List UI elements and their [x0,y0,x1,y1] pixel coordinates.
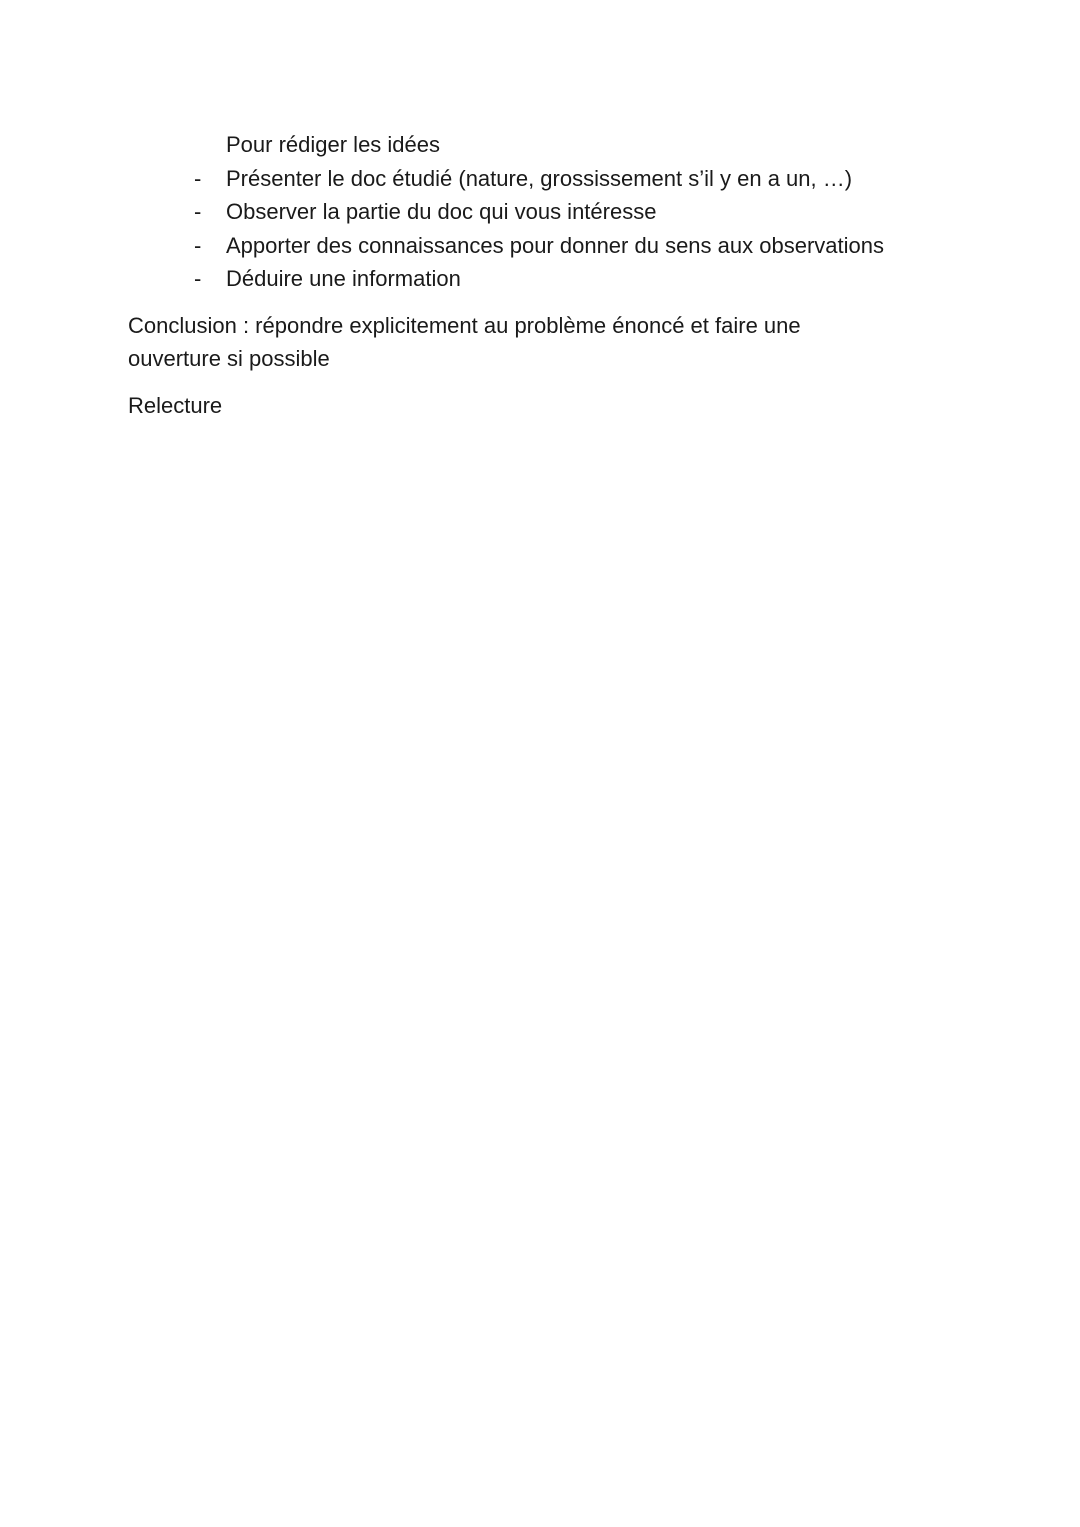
list-item [128,162,948,196]
text-block [128,128,948,422]
relecture-line: Relecture [128,392,223,418]
bullet-dash: - [194,232,202,258]
bullet-list [128,162,948,296]
conclusion-line-1: Conclusion : répondre explicitement au problème énoncé et faire une [128,312,801,338]
list-item-text: Déduire une information [226,266,461,291]
intro-line: Pour rédiger les idées [226,132,441,157]
list-item [128,262,948,296]
list-item-text: Présenter le doc étudié (nature, grossissement s’il y en a un, …) [226,165,853,191]
list-item [128,229,948,263]
list-item-text: Observer la partie du doc qui vous intéresse [226,199,657,224]
conclusion-paragraph [128,309,948,376]
list-item-text: Apporter des connaissances pour donner du sens aux observations [226,232,884,258]
bullet-dash: - [194,165,202,191]
list-item [128,195,948,229]
bullet-dash: - [194,199,202,224]
bullet-dash: - [194,266,202,291]
conclusion-line-2: ouverture si possible [128,346,330,371]
